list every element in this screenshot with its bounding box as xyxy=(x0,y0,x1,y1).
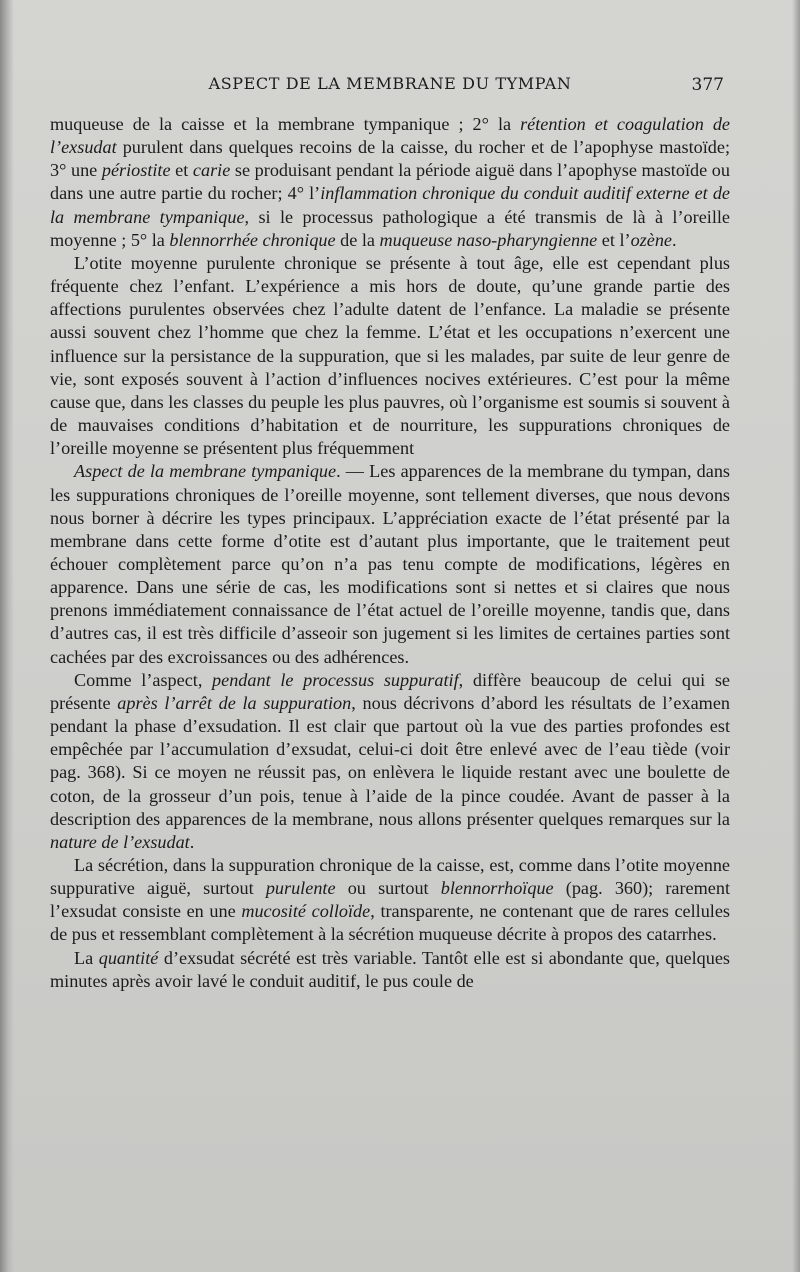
text-run: . — Les apparences de la membrane du tympan, dans les suppurations chroniques de l’oreille moyenne, sont tellement diverses, que nous devons nous borner à décrire les types principaux. L’appréciation exacte de l’état présenté par la membrane dans cette forme d’otite est d’autant plus importante, que le traitement peut échouer complètement parce qu’on n’a pas tenu compte de modifications, légères en apparence. Dans une série de cas, les modifications sont si nettes et si claires que nous prenons immédiatement connaissance de l’état actuel de l’oreille moyenne, tandis que, dans d’autres cas, il est très difficile d’asseoir son jugement si les limites de certaines parties sont cachées par des excroissances ou des adhérences. xyxy=(50,461,730,667)
running-head-title: ASPECT DE LA MEMBRANE DU TYMPAN xyxy=(208,74,572,93)
italic-text: quantité xyxy=(98,947,159,968)
text-run: Comme l’aspect, xyxy=(74,669,213,690)
text-run: , si le processus pathologique a été transmis de là à l’oreille moyenne ; 5° la xyxy=(50,206,730,250)
text-run: de la xyxy=(335,229,380,250)
italic-text: pendant le processus suppuratif xyxy=(212,669,459,690)
text-run: L’otite moyenne purulente chronique se présente à tout âge, elle est cependant plus fréquente chez l’enfant. L’expérience a mis hors de doute, qu’une grande partie des affections purulentes observées chez l’adulte datent de l’enfance. La maladie se présente aussi souvent chez l’homme que chez la femme. L’état et les occupations n’exercent une influence sur la persistance de la suppuration, que si les malades, par suite de leur genre de vie, sont exposés souvent à l’action d’influences nocives extérieures. C’est pour la même cause que, dans les classes du peuple les plus pauvres, où l’organisme est soumis si souvent à de mauvaises conditions d’habitation et de nourriture, les suppurations chroniques de l’oreille moyenne se présentent plus fréquemment xyxy=(50,252,730,459)
text-run: et l’ xyxy=(597,229,631,250)
text-run: , nous décrivons d’abord les résultats de l’examen pendant la phase d’exsudation. Il est clair que partout où la vue des parties profondes est empêchée par l’accumulation d’exsudat, celui-ci doit être enlevé avec de l’eau tiède (voir pag. 368). Si ce moyen ne réussit pas, on enlèvera le liquide restant avec une boulette de coton, de la grosseur d’un pois, tenue à l’aide de la pince coudée. Avant de passer à la description des apparences de la membrane, nous allons présenter quelques remarques sur la xyxy=(50,692,730,829)
italic-text: blennorrhoïque xyxy=(440,878,554,899)
italic-text: après l’arrêt de la suppuration xyxy=(117,692,352,713)
text-run: . xyxy=(672,229,677,250)
page-edge-shadow-left xyxy=(0,0,14,1272)
text-run: se produisant pendant la période aiguë dans l’apophyse mastoïde ou dans une autre partie du rocher; 4° l’ xyxy=(50,160,730,204)
paragraph xyxy=(50,252,730,460)
text-run: d’exsudat sécrété est très variable. Tantôt elle est si abondante que, quelques minutes après avoir lavé le conduit auditif, le pus coule de xyxy=(50,947,731,991)
italic-text: inflammation chronique du conduit auditif externe et de la membrane tympanique xyxy=(50,183,730,227)
text-run: (pag. 360); rarement l’exsudat consiste en une xyxy=(50,878,730,922)
running-head xyxy=(52,74,728,98)
page-number: 377 xyxy=(691,75,724,95)
italic-text: carie xyxy=(192,160,231,181)
text-run: , diffère beaucoup de celui qui se présente xyxy=(50,669,730,713)
text-run: . xyxy=(189,831,195,852)
text-run: La xyxy=(74,947,99,968)
body-text xyxy=(50,113,730,993)
paragraph xyxy=(50,854,730,947)
text-run: muqueuse de la caisse et la membrane tympanique ; 2° la xyxy=(50,114,521,134)
italic-text: mucosité colloïde xyxy=(241,901,371,922)
italic-text: purulente xyxy=(265,878,336,899)
text-run: La sécrétion, dans la suppuration chronique de la caisse, est, comme dans l’otite moyenne suppurative aiguë, surtout xyxy=(50,855,730,899)
text-run: ou surtout xyxy=(335,878,441,899)
text-run: et xyxy=(170,160,193,181)
italic-text: périostite xyxy=(101,160,171,181)
italic-text: Aspect de la membrane tympanique xyxy=(74,461,337,482)
italic-text: rétention et coagulation de l’exsudat xyxy=(50,114,730,158)
paragraph xyxy=(50,460,730,668)
text-run: purulent dans quelques recoins de la caisse, du rocher et de l’apophyse mastoïde; 3° une xyxy=(50,137,730,181)
paragraph xyxy=(50,947,730,993)
italic-text: blennorrhée chronique xyxy=(169,229,336,250)
paragraph xyxy=(50,669,730,854)
italic-text: nature de l’exsudat xyxy=(50,831,190,852)
text-run: , transparente, ne contenant que de rares cellules de pus et ressemblant complètement à la sécrétion muqueuse décrite à propos des catarrhes. xyxy=(50,901,730,945)
page-edge-shadow-right xyxy=(792,0,800,1272)
italic-text: muqueuse naso-pharyngienne xyxy=(379,229,598,250)
italic-text: ozène xyxy=(630,229,672,250)
paragraph xyxy=(50,113,730,252)
